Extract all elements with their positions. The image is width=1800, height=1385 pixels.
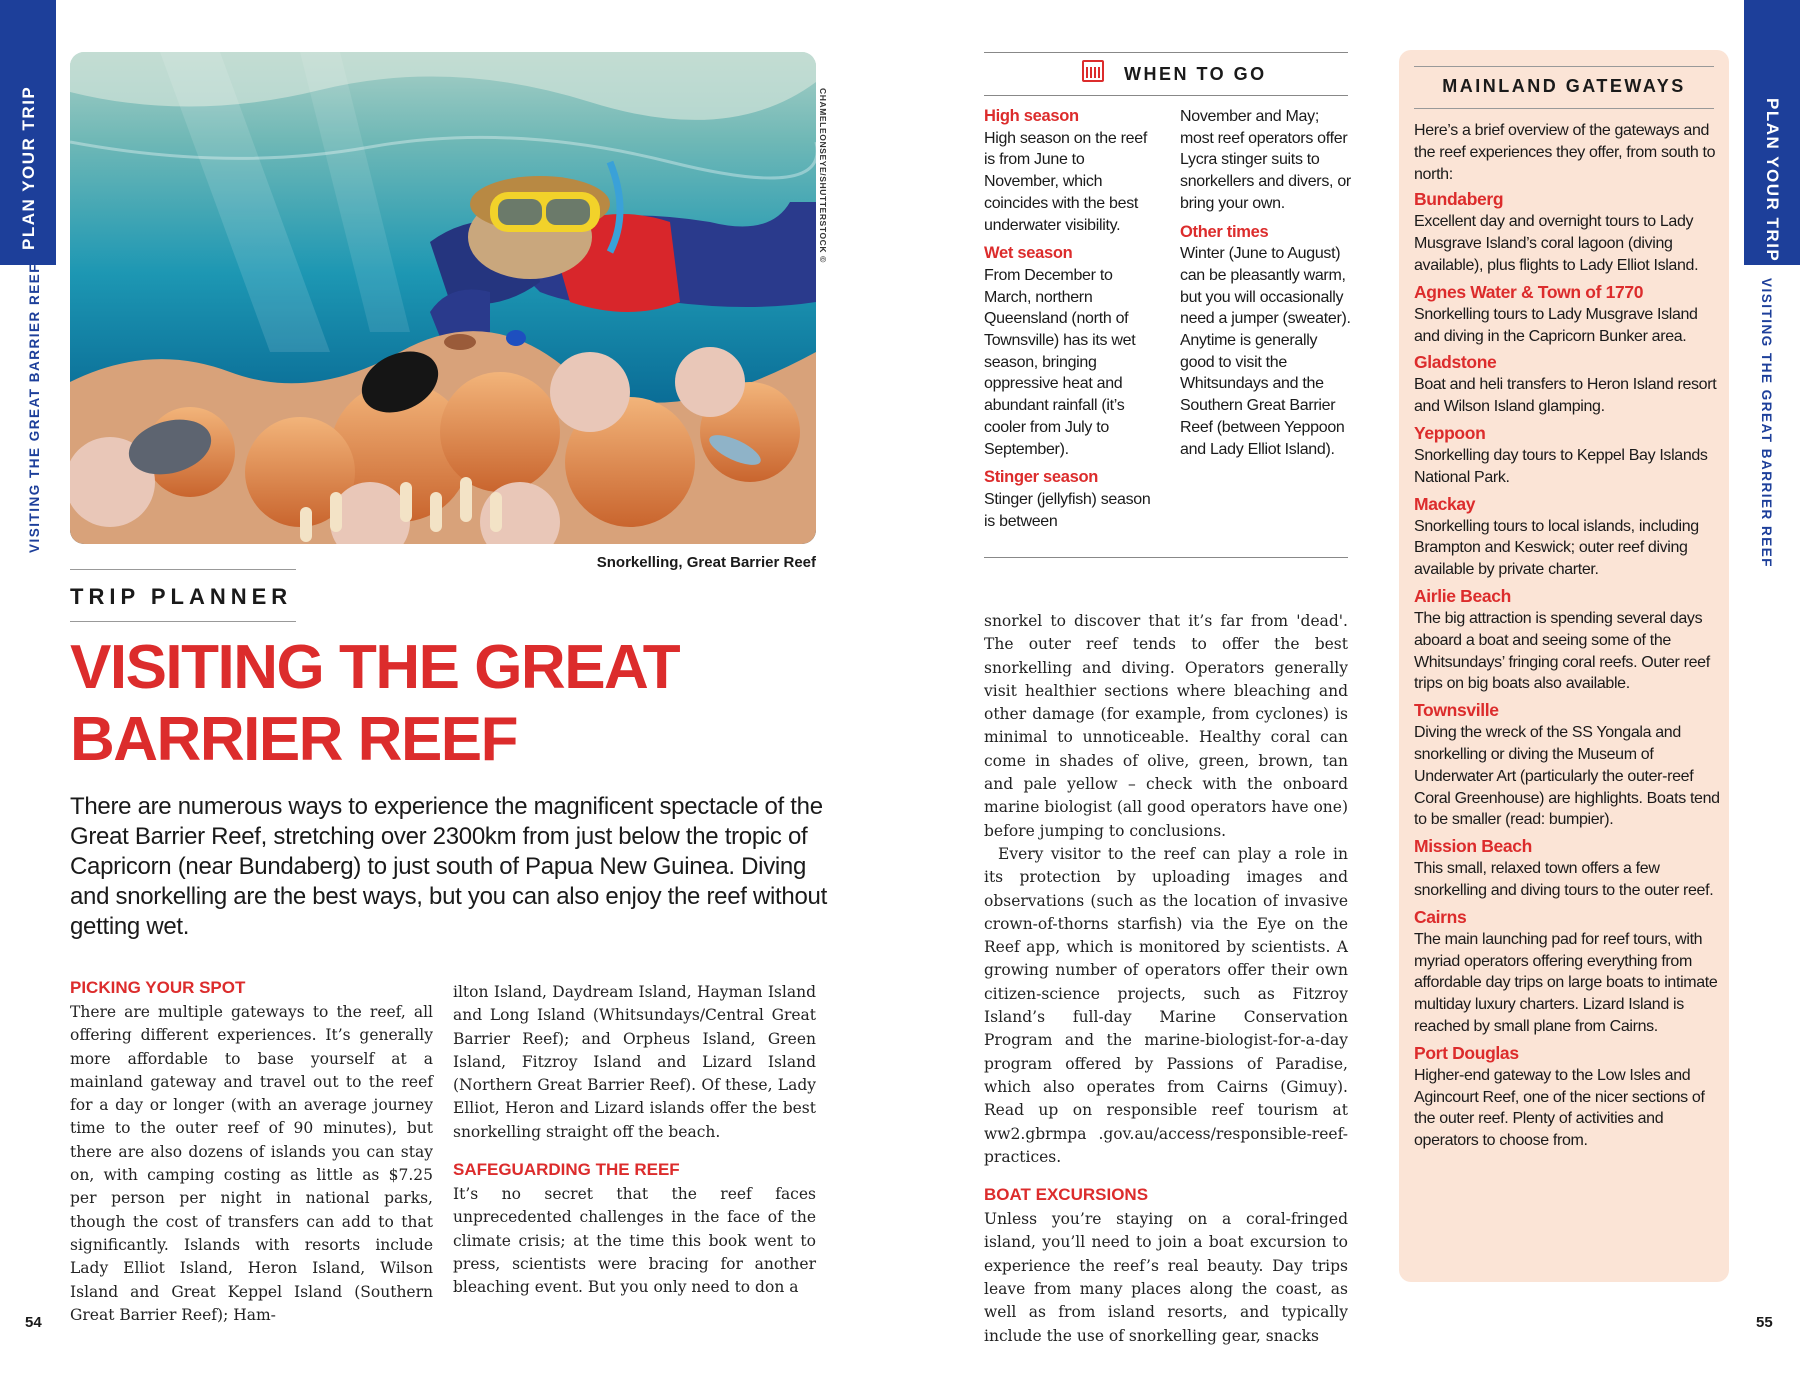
picking-spot-text: There are multiple gateways to the reef, all offering different experiences. It’s generally more affordable to base yourself at a mainland gateway and travel out to the reef for a day or longer (with an average journey time to the outer reef of 90 minutes), but there are also dozens of islands you can stay on, with camping costing as little as $7.25 per person per night in national parks, though the cost of transfers can add to that significantly. Islands with resorts include Lady Elliot Island, Heron Island, Wilson Island and Great Keppel Island (Southern Great Barrier Reef); Ham- xyxy=(70,1003,433,1324)
left-page-number: 54 xyxy=(25,1314,42,1331)
gateway-item xyxy=(1414,187,1720,276)
gateway-item xyxy=(1414,834,1720,902)
left-chapter-label: VISITING THE GREAT BARRIER REEF xyxy=(27,262,42,553)
gateway-item xyxy=(1414,584,1720,695)
calendar-icon xyxy=(1082,60,1104,82)
gateway-desc: The big attraction is spending several days aboard a boat and seeing some of the Whitsundays’ fringing coral reefs. Outer reef trips on big boats also available. xyxy=(1414,609,1710,693)
safeguarding-heading: SAFEGUARDING THE REEF xyxy=(453,1160,680,1180)
gateway-item xyxy=(1414,1041,1720,1152)
gateway-name: Yeppoon xyxy=(1414,422,1486,443)
gateway-item xyxy=(1414,698,1720,831)
gateway-item xyxy=(1414,280,1720,348)
other-times-title: Other times xyxy=(1180,222,1269,241)
gateway-desc: Boat and heli transfers to Heron Island resort and Wilson Island glamping. xyxy=(1414,376,1717,416)
gateway-name: Agnes Water & Town of 1770 xyxy=(1414,281,1644,302)
when-to-go-bottom-rule xyxy=(984,557,1348,558)
gateway-desc: Snorkelling tours to Lady Musgrave Island and diving in the Capricorn Bunker area. xyxy=(1414,305,1698,345)
stinger-season-text-cont: November and May; most reef operators offer Lycra stinger suits to snorkellers and divers, or bring your own. xyxy=(1180,108,1351,212)
column-3 xyxy=(984,610,1348,1348)
gateway-item xyxy=(1414,350,1720,418)
picking-spot-text-cont: ilton Island, Daydream Island, Hayman Island and Long Island (Whitsundays/Central Great Barrier Reef); and Orpheus Island, Green Island, Fitzroy Island and Lizard Island (Northern Great Barrier Reef). Of these, Lady Elliot, Heron and Lizard islands offer the best snorkelling straight off the beach. xyxy=(453,983,816,1141)
gateway-name: Townsville xyxy=(1414,700,1499,721)
gateways-intro: Here’s a brief overview of the gateways and the reef experiences they offer, from south to north: xyxy=(1414,122,1716,183)
gateways-title: MAINLAND GATEWAYS xyxy=(1442,76,1686,96)
citizen-science-text: Every visitor to the reef can play a role in its protection by uploading images and observations (such as the location of invasive crown-of-thorns starfish) via the Eye on the Reef app, which is monitored by scientists. A growing number of operators offer their own citizen-science projects, such as Fitzroy Island’s full-day Marine Conservation Program and the marine-biologist-for-a-day program offered by Passions of Paradise, which also operates from Cairns (Gimuy). Read up on responsible reef tourism at ww2.gbrmpa .gov.au/access/responsible-reef-practices. xyxy=(984,844,1348,1166)
gateway-name: Mission Beach xyxy=(1414,836,1532,857)
photo-credit: CHAMELEONSEYE/SHUTTERSTOCK © xyxy=(818,88,828,263)
right-chapter-label: VISITING THE GREAT BARRIER REEF xyxy=(1759,278,1774,569)
stinger-season-title: Stinger season xyxy=(984,468,1099,487)
gateway-item xyxy=(1414,905,1720,1038)
title-line-1: VISITING THE GREAT xyxy=(70,633,680,702)
snorkeller-photo xyxy=(70,52,816,544)
gateway-name: Gladstone xyxy=(1414,352,1497,373)
picking-spot-heading: PICKING YOUR SPOT xyxy=(70,978,246,997)
gateway-name: Port Douglas xyxy=(1414,1042,1519,1063)
gateway-item xyxy=(1414,492,1720,581)
safeguarding-text-cont: snorkel to discover that it’s far from 'dead'. The outer reef tends to offer the best snorkelling and diving. Operators generally visit healthier sections where bleaching and other damage (for example, from cyclones) is minimal to unnoticeable. Healthy coral can come in shades of olive, green, brown, tan and pale yellow – check with the onboard marine biologist (all good operators have one) before jumping to conclusions. xyxy=(984,612,1348,840)
when-to-go-col-1 xyxy=(984,106,1156,539)
left-section-label: PLAN YOUR TRIP xyxy=(19,85,38,250)
left-section-tab xyxy=(0,0,56,265)
gateway-desc: Snorkelling day tours to Keppel Bay Islands National Park. xyxy=(1414,446,1708,486)
gateway-name: Cairns xyxy=(1414,906,1467,927)
mainland-gateways-box xyxy=(1399,50,1729,1282)
kicker-rule-top xyxy=(70,569,296,570)
intro-paragraph: There are numerous ways to experience the magnificent spectacle of the Great Barrier Reef, stretching over 2300km from just below the tropic of Capricorn (near Bundaberg) to just south of Papua New Guinea. Diving and snorkelling are the best ways, but you can also enjoy the reef without getting wet. xyxy=(70,793,827,940)
gateway-desc: Diving the wreck of the SS Yongala and snorkelling or diving the Museum of Underwater Art (particularly the outer-reef Coral Greenhouse) are highlights. Boats tend to be smaller (read: bumpier). xyxy=(1414,724,1720,829)
gateway-desc: This small, relaxed town offers a few snorkelling and diving tours to the outer reef. xyxy=(1414,860,1714,899)
when-to-go-header xyxy=(984,52,1348,96)
wet-season-title: Wet season xyxy=(984,244,1073,263)
gateways-rule-top xyxy=(1414,66,1714,67)
high-season-title: High season xyxy=(984,107,1079,125)
when-to-go-col-2 xyxy=(1180,106,1352,467)
right-section-label: PLAN YOUR TRIP xyxy=(1763,98,1782,263)
when-to-go-title: WHEN TO GO xyxy=(1124,64,1267,84)
gateway-name: Bundaberg xyxy=(1414,189,1504,210)
section-kicker: TRIP PLANNER xyxy=(70,584,293,609)
wet-season-text: From December to March, northern Queensland (north of Townsville) has its wet season, bringing oppressive heat and abundant rainfall (it’s cooler from July to September). xyxy=(984,266,1136,458)
gateway-desc: Excellent day and overnight tours to Lady Musgrave Island’s coral lagoon (diving available), plus flights to Lady Elliot Island. xyxy=(1414,213,1699,274)
gateway-name: Airlie Beach xyxy=(1414,585,1511,606)
gateway-desc: The main launching pad for reef tours, with myriad operators offering everything from affordable day trips on large boats to intimate multiday luxury charters. Lizard Island is reached by small plane from Cairns. xyxy=(1414,930,1718,1035)
safeguarding-text: It’s no secret that the reef faces unprecedented challenges in the face of the climate crisis; at the time this book went to press, scientists were bracing for another bleaching event. But you only need to don a xyxy=(453,1185,816,1297)
boat-excursions-heading: BOAT EXCURSIONS xyxy=(984,1185,1149,1205)
right-section-tab xyxy=(1744,0,1800,265)
right-page-number: 55 xyxy=(1756,1314,1773,1331)
gateway-name: Mackay xyxy=(1414,493,1476,514)
gateway-item xyxy=(1414,421,1720,489)
kicker-rule-bottom xyxy=(70,621,296,622)
gateway-desc: Higher-end gateway to the Low Isles and Agincourt Reef, one of the nicer sections of the outer reef. Plenty of activities and operators to choose from. xyxy=(1414,1066,1705,1150)
stinger-season-text: Stinger (jellyfish) season is between xyxy=(984,490,1151,530)
high-season-text: High season on the reef is from June to November, which coincides with the best underwater visibility. xyxy=(984,129,1147,234)
gateways-body xyxy=(1414,120,1720,1155)
gateways-rule-bottom xyxy=(1414,108,1714,109)
other-times-text: Winter (June to August) can be pleasantly warm, but you will occasionally need a jumper (sweater). Anytime is generally good to visit the Whitsundays and the Southern Great Barrier Reef (between Yeppoon and Lady Elliot Island). xyxy=(1180,245,1351,458)
boat-excursions-text: Unless you’re staying on a coral-fringed island, you’ll need to join a boat excursion to experience the reef’s real beauty. Day trips leave from many places along the coast, as well as from island resorts, and typically include the use of snorkelling gear, snacks xyxy=(984,1210,1348,1345)
column-2 xyxy=(453,981,816,1300)
page-title xyxy=(70,632,830,776)
photo-caption: Snorkelling, Great Barrier Reef xyxy=(596,554,816,571)
column-1 xyxy=(70,978,433,1327)
gateway-desc: Snorkelling tours to local islands, including Brampton and Keswick; outer reef diving available by private charter. xyxy=(1414,517,1699,579)
title-line-2: BARRIER REEF xyxy=(70,705,518,774)
